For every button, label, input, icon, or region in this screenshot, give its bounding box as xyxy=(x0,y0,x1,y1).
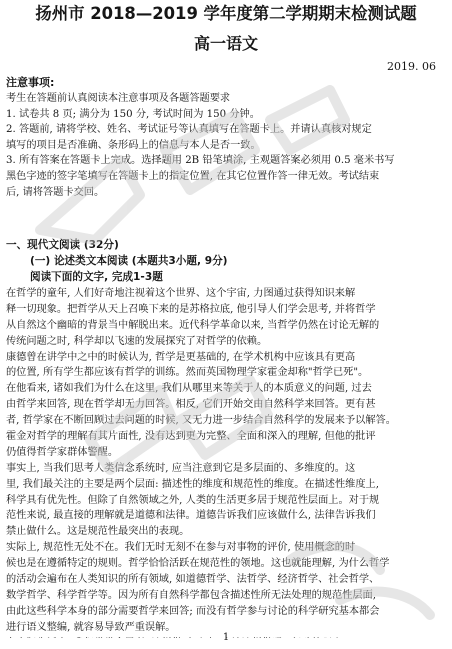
notes-heading: 注意事项: xyxy=(6,76,55,89)
notes-item: 1. 试卷共 8 页; 满分为 150 分, 考试时间为 150 分钟。 xyxy=(6,108,260,120)
article-line: 传统问题之时, 科学却以飞速的发展探究了对哲学的依赖。 xyxy=(6,335,268,347)
article-line: 候也是在遵循特定的规则。哲学恰恰活跃在规范性的领地。这也就能理解, 为什么哲学 xyxy=(6,558,390,570)
article-line: 数学哲学、科学哲学等。因为所有自然科学都包含描述性所无法处理的规范性层面, xyxy=(6,589,376,601)
article-line: 禁止做什么。这是规范性最突出的表现。 xyxy=(6,526,190,538)
article-line: 从自然这个幽暗的背景当中解脱出来。近代科学革命以来, 当哲学仍然在讨论无解的 xyxy=(6,319,380,331)
article-line: 事实上, 当我们思考人类信念系统时, 应当注意到它是多层面的、多维度的。这 xyxy=(6,462,356,474)
article-line: 里, 我们最关注的主要是两个层面: 描述性的维度和规范性的维度。在描述性维度上, xyxy=(6,478,379,490)
notes-item: 后, 请将答题卡交回。 xyxy=(6,186,105,198)
article-line: 在哲学的童年, 人们好奇地注视着这个世界、这个宇宙, 力图通过获得知识来解 xyxy=(6,288,356,299)
article-line: 的活动会遍布在人类知识的所有领域, 如道德哲学、法哲学、经济哲学、社会哲学、 xyxy=(6,574,380,586)
article-line: 释一切现象。把哲学从天上召唤下来的是苏格拉底, 他引导人们学会思考, 并将哲学 xyxy=(6,303,376,315)
article-line: 实际上, 规范性无处不在。我们无时无刻不在参与对事物的评价, 使用概念的时 xyxy=(6,542,356,554)
reading-instruction: 阅读下面的文字, 完成1-3题 xyxy=(30,271,163,283)
article-line: 进行语义整编, 就容易导致严重误解。 xyxy=(6,621,176,633)
notes-item: 3. 所有答案在答题卡上完成。选择题用 2B 铅笔填涂, 主观题答案必须用 0.5 毫米书写 xyxy=(6,155,395,167)
exam-date: 2019. 06 xyxy=(387,60,436,73)
article-line: 在他看来, 诸如我们为什么在这里, 我们从哪里来等关于人的本质意义的问题, 过去 xyxy=(6,383,372,395)
article-body xyxy=(6,286,446,638)
notes-item: 黑色字迹的签字笔填写在答题卡上的指定位置, 在其它位置作答一律无效。考试结束 xyxy=(6,170,380,182)
notes-item: 考生在答题前认真阅读本注意事项及各题答题要求 xyxy=(6,93,231,104)
article-line: 仍值得哲学家群体警醒。 xyxy=(6,446,119,458)
notes-item: 填写的项目是否准确、条形码上的信息与本人是否一致。 xyxy=(6,139,261,151)
notes-list xyxy=(6,91,446,200)
article-line: 由哲学来回答, 现在哲学却无力回答。相反, 它们开始交由自然科学来回答。更有甚 xyxy=(6,399,376,411)
article-line: 范性来说, 最直接的理解就是道德和法律。道德告诉我们应该做什么, 法律告诉我们 xyxy=(6,510,376,522)
article-line: 康德曾在讲学中之中的时候认为, 哲学是更基础的, 在学术机构中应该具有更高 xyxy=(6,351,356,363)
article-line: 由此这些科学本身的部分需要哲学来回答; 而没有哲学参与讨论的科学研究基本都会 xyxy=(6,605,380,617)
exam-subtitle: 高一语文 xyxy=(193,34,258,53)
article-line: 的位置, 所有学生都应该有哲学的训练。然而英国物理学家霍金却称"哲学已死"。 xyxy=(6,367,369,379)
sub-section-heading: (一) 论述类文本阅读 (本题共3小题, 9分) xyxy=(30,255,228,267)
notes-item: 2. 答题前, 请将学校、姓名、考试证号等认真填写在答题卡上。并请认真核对规定 xyxy=(6,124,372,136)
article-line: 霍金对哲学的理解有其片面性, 没有达到更为完整、全面和深入的理解, 但他的批评 xyxy=(6,431,376,443)
section-heading: 一、现代文阅读 (32分) xyxy=(6,239,119,251)
article-line: 科学具有优先性。但除了自然领域之外, 人类的生活更多居于规范性层面上。对于规 xyxy=(6,494,380,506)
exam-title: 扬州市 2018—2019 学年度第二学期期末检测试题 xyxy=(35,4,417,23)
page-number: 1 xyxy=(222,632,230,643)
article-line: 者, 哲学家在不断回顾过去问题的时候, 又无力进一步结合自然科学的发展来予以解答。 xyxy=(6,415,396,427)
